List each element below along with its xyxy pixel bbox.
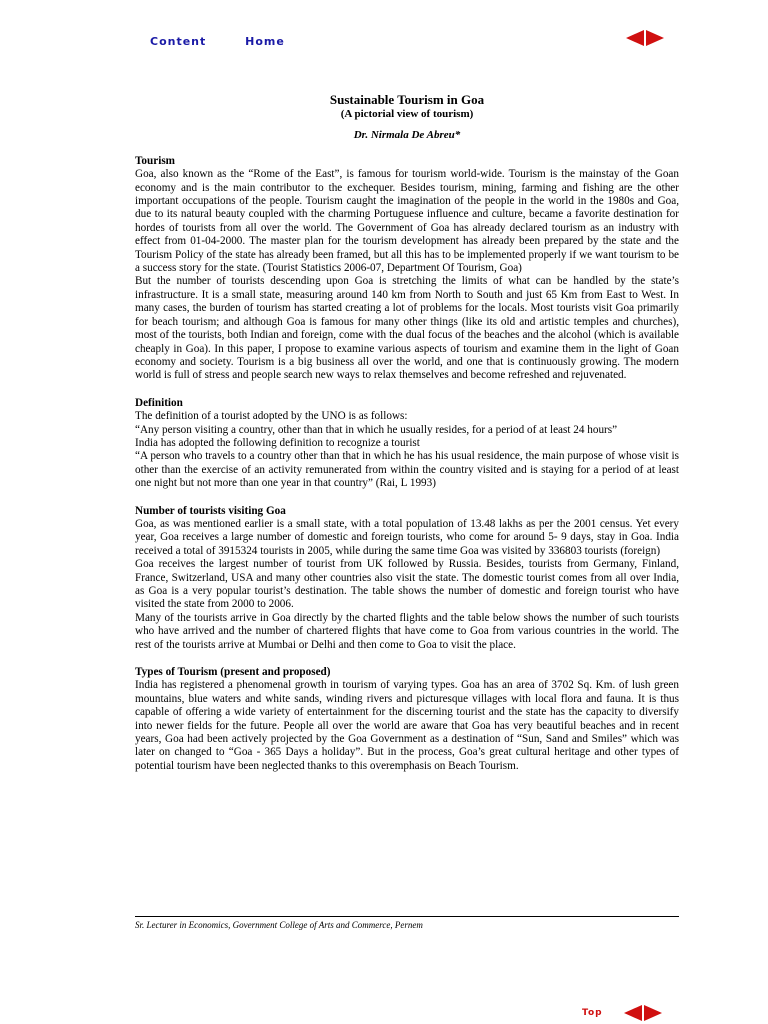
home-link[interactable]: Home bbox=[245, 35, 285, 48]
top-link[interactable]: Top bbox=[582, 1008, 603, 1018]
article-body bbox=[135, 92, 679, 787]
section-heading: Types of Tourism (present and proposed) bbox=[135, 666, 331, 679]
paragraph: “A person who travels to a country other than that in which he has his usual residence, the main purpose of whose visit is other than the exercise of an activity remunerated from within the country visited and is staying for a period of at least one night but not more than one year in that country” (Rai, L 1993) bbox=[135, 450, 679, 490]
arrow-right-icon[interactable] bbox=[646, 30, 664, 46]
author-name: Dr. Nirmala De Abreu* bbox=[353, 129, 461, 142]
top-page-arrows bbox=[626, 30, 664, 46]
paragraph: India has adopted the following definition to recognize a tourist bbox=[135, 436, 420, 449]
paragraph: But the number of tourists descending upon Goa is stretching the limits of what can be handled by the state’s infrastructure. It is a small state, measuring around 140 km from North to South and just 65 Km from East to West. In many cases, the burden of tourism has started creating a lot of problems for the locals. Most tourists visit Goa primarily for beach tourism; and although Goa is famous for many other things (like its old and artistic temples and churches), most of the tourists, both Indian and foreign, come with the dual focus of the beaches and the alcohol (which is available cheaply in Goa). In this paper, I propose to examine various aspects of tourism and examine them in the light of Goan economy and society. Tourism is a big business all over the world, and one that is continuously growing. The modern world is full of stress and people search new ways to relax themselves and become refreshed and rejuvenated. bbox=[135, 275, 679, 382]
content-link[interactable]: Content bbox=[150, 35, 207, 48]
paragraph: Goa, also known as the “Rome of the East”, is famous for tourism world-wide. Tourism is the mainstay of the Goan economy and is the main contributor to the exchequer. Besides tourism, mining, farming and fishing are the other important occupations of the people. Tourism caught the imagination of the people in the world in the 1980s and Goa, due to its natural beauty coupled with the charming Portuguese influence and culture, became a favorite destination for hordes of tourists from all over the world. The Government of Goa has already declared tourism as an industry with effect from 01-04-2000. The master plan for the tourism development has already been prepared by the state and the Tourism Policy of the state has already been framed, but all this has to be implemented properly if we want tourism to be a success story for the state. (Tourist Statistics 2006-07, Department Of Tourism, Goa) bbox=[135, 168, 679, 275]
arrow-left-icon[interactable] bbox=[624, 1005, 642, 1021]
section-definition bbox=[135, 397, 679, 491]
paragraph: Goa receives the largest number of tourist from UK followed by Russia. Besides, tourists from Germany, Finland, France, Switzerland, USA and many other countries also visit the state. The domestic tourist comes from all over India, as Goa is a very popular tourist’s destination. The table shows the number of domestic and foreign tourist who have visited the state from 2000 to 2006. bbox=[135, 558, 679, 611]
paragraph: “Any person visiting a country, other than that in which he usually resides, for a period of at least 24 hours” bbox=[135, 423, 618, 436]
paragraph: India has registered a phenomenal growth in tourism of varying types. Goa has an area of 3702 Sq. Km. of lush green mountains, blue waters and white sands, winding rivers and picturesque villages with local flora and fauna. It is thus capable of offering a wide variety of entertainment for the discerning tourist and the state has the capacity to diversify into newer fields for the future. People all over the world are aware that Goa has very beautiful beaches and in recent years, Goa had been actively projected by the Goa Government as a destination of “Sun, Sand and Smiles” which was later on changed to “Goa - 365 Days a holiday”. But in the process, Goa’s great cultural heritage and other types of potential tourism have been neglected thanks to this overemphasis on Beach Tourism. bbox=[135, 679, 679, 772]
paragraph: Goa, as was mentioned earlier is a small state, with a total population of 13.48 lakhs as per the 2001 census. Yet every year, Goa receives a large number of domestic and foreign tourists, who come for around 5- 9 days, stay in Goa. India received a total of 3915324 tourists in 2005, while during the same time Goa was visited by 336803 tourists (foreign) bbox=[135, 517, 679, 557]
bottom-page-arrows bbox=[624, 1005, 662, 1021]
page-title: Sustainable Tourism in Goa bbox=[329, 92, 485, 107]
section-tourism bbox=[135, 155, 679, 383]
footnote-divider bbox=[135, 916, 679, 917]
section-heading: Tourism bbox=[135, 154, 175, 167]
section-heading: Number of tourists visiting Goa bbox=[135, 504, 286, 517]
section-heading: Definition bbox=[135, 396, 183, 409]
section-number-of-tourists bbox=[135, 505, 679, 652]
section-types-of-tourism bbox=[135, 666, 679, 773]
arrow-right-icon[interactable] bbox=[644, 1005, 662, 1021]
paragraph: The definition of a tourist adopted by the UNO is as follows: bbox=[135, 410, 408, 423]
footnote: Sr. Lecturer in Economics, Government College of Arts and Commerce, Pernem bbox=[135, 920, 423, 930]
paragraph: Many of the tourists arrive in Goa directly by the charted flights and the table below shows the number of such tourists who have arrived and the number of chartered flights that have come to Goa from various countries in the world. The rest of the tourists arrive at Mumbai or Delhi and then come to Goa to visit the place. bbox=[135, 611, 679, 651]
arrow-left-icon[interactable] bbox=[626, 30, 644, 46]
top-navigation bbox=[150, 35, 285, 48]
page-subtitle: (A pictorial view of tourism) bbox=[340, 108, 474, 120]
